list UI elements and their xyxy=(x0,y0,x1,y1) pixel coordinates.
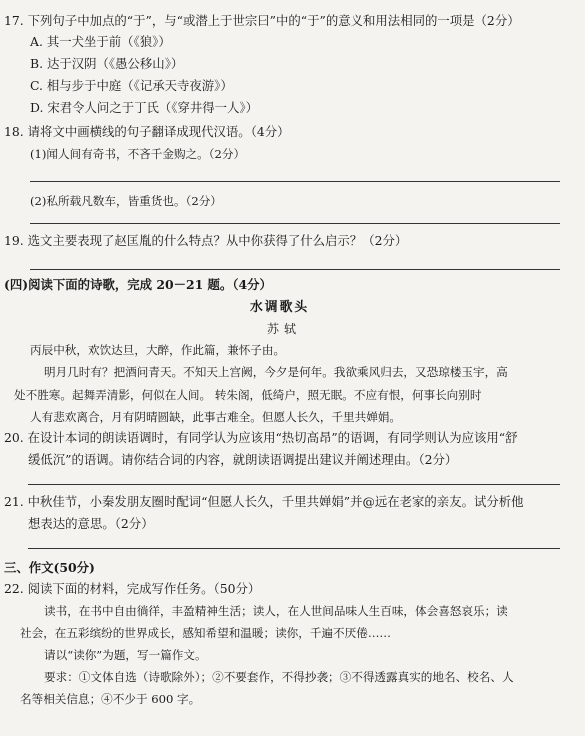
q19-stem: 19. 选文主要表现了赵匡胤的什么特点？从中你获得了什么启示？（2分） xyxy=(4,233,408,248)
q18-stem: 18. 请将文中画横线的句子翻译成现代汉语。（4分） xyxy=(4,124,290,139)
q20-answer-line xyxy=(28,484,560,485)
q20-line-2: 缓低沉”的语调。请你结合词的内容，就朗读语调提出建议并阐述理由。（2分） xyxy=(28,452,458,467)
q17-option-b: B. 达于汉阴（《愚公移山》） xyxy=(30,56,184,71)
q17-option-a: A. 其一犬坐于前（《狼》） xyxy=(30,34,171,49)
section4-heading: (四)阅读下面的诗歌，完成 20－21 题。（4分） xyxy=(4,277,272,292)
q17-option-c: C. 相与步于中庭（《记承天寺夜游》） xyxy=(30,78,233,93)
q22-requirements-line-1: 要求：①文体自选（诗歌除外）；②不要套作，不得抄袭；③不得透露真实的地名、校名、人 xyxy=(44,670,514,684)
q18-answer-line-2 xyxy=(30,223,560,224)
q22-prompt: 请以“读你”为题，写一篇作文。 xyxy=(44,648,207,662)
poem-line-1: 明月几时有？把酒问青天。不知天上宫阙，今夕是何年。我欲乘风归去，又恐琼楼玉宇，高 xyxy=(44,365,508,379)
q18-part-2: (2)私所载凡数车，皆重货也。（2分） xyxy=(30,194,222,208)
poem-author: 苏轼 xyxy=(267,322,302,336)
q18-answer-line-1 xyxy=(30,181,560,182)
q20-line-1: 20. 在设计本词的朗读语调时，有同学认为应该用“热切高昂”的语调，有同学则认为应该用“舒 xyxy=(4,430,518,445)
q21-answer-line xyxy=(28,548,560,549)
q22-requirements-line-2: 名等相关信息；④不少于 600 字。 xyxy=(20,692,201,706)
poem-line-2: 处不胜寒。起舞弄清影，何似在人间。 转朱阁，低绮户，照无眠。不应有恨，何事长向别时 xyxy=(14,388,482,402)
q18-part-1: (1)闻人间有奇书，不吝千金购之。（2分） xyxy=(30,147,246,161)
q21-line-2: 想表达的意思。（2分） xyxy=(28,516,154,531)
section3-heading: 三、作文(50分) xyxy=(4,560,95,575)
q19-answer-line xyxy=(30,269,560,270)
poem-title: 水调歌头 xyxy=(250,300,310,315)
q22-stem: 22. 阅读下面的材料，完成写作任务。（50分） xyxy=(4,581,261,596)
poem-preface: 丙辰中秋，欢饮达旦，大醉，作此篇，兼怀子由。 xyxy=(30,343,286,357)
q22-material-line-1: 读书，在书中自由徜徉，丰盈精神生活；读人，在人世间品味人生百味，体会喜怒哀乐；读 xyxy=(44,604,508,618)
q22-material-line-2: 社会，在五彩缤纷的世界成长，感知希望和温暖；读你，千遍不厌倦…… xyxy=(20,626,392,640)
poem-line-3: 人有悲欢离合，月有阴晴圆缺，此事古难全。但愿人长久，千里共婵娟。 xyxy=(30,410,402,424)
q21-line-1: 21. 中秋佳节，小秦发朋友圈时配词“但愿人长久，千里共婵娟”并@远在老家的亲友。试分析他 xyxy=(4,494,524,509)
q17-option-d: D. 宋君令人问之于丁氏（《穿井得一人》） xyxy=(30,100,259,115)
q17-stem: 17. 下列句子中加点的“于”，与“或潜上于世宗曰”中的“于”的意义和用法相同的一项是（2分） xyxy=(4,13,520,28)
